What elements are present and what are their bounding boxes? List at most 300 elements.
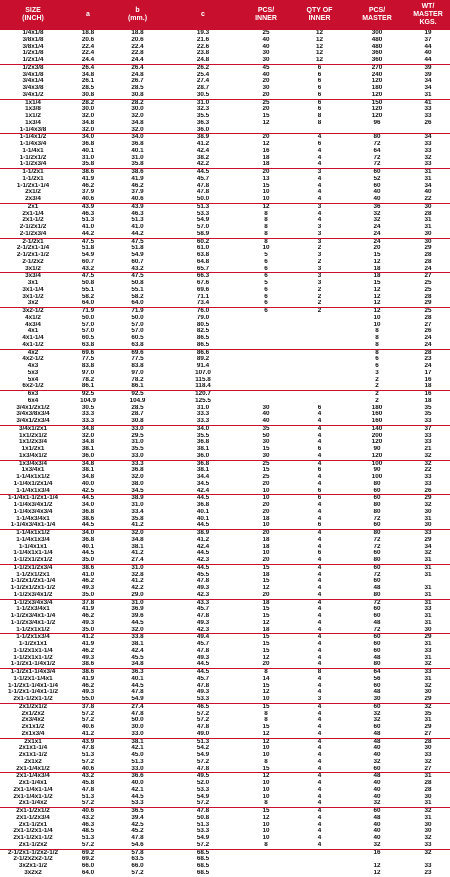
- table-row: [0, 850, 450, 857]
- cell-qty-inner: 2: [317, 258, 322, 265]
- cell-pcs-master: 80: [373, 557, 381, 563]
- cell-qty-inner: 4: [317, 452, 322, 459]
- cell-pcs-master: 72: [373, 515, 381, 522]
- cell-wt-master: 30: [424, 522, 432, 529]
- cell-wt-master: 33: [424, 161, 432, 168]
- cell-size: 4x1/2: [25, 314, 41, 321]
- table-row: [0, 676, 450, 683]
- cell-c: 34.4: [196, 474, 210, 480]
- cell-c: 34.5: [196, 480, 210, 487]
- table-row: [0, 822, 450, 829]
- cell-wt-master: 33: [424, 147, 432, 154]
- cell-size: 3x2x1-1/2: [18, 863, 48, 869]
- cell-qty-inner: 6: [317, 467, 322, 474]
- table-row: [0, 550, 450, 557]
- cell-size: 1-1/2x1: [22, 169, 44, 175]
- header-pcs-master: PCS/ MASTER: [362, 7, 392, 22]
- table-row: [0, 572, 450, 579]
- table-row: [0, 600, 450, 607]
- cell-qty-inner: [291, 377, 348, 384]
- cell-wt-master: 22: [424, 467, 432, 474]
- cell-c: 68.5: [196, 869, 210, 876]
- cell-pcs-master: 80: [373, 530, 381, 536]
- cell-b: 40.6: [131, 196, 144, 202]
- cell-size: 1-1/2x3/4: [19, 161, 47, 168]
- cell-a: 38.6: [81, 515, 95, 522]
- cell-a: 55.1: [81, 286, 95, 293]
- cell-c: 19.3: [196, 30, 210, 36]
- cell-b: 47.5: [131, 238, 144, 245]
- cell-pcs-inner: 8: [264, 224, 268, 230]
- cell-a: 20.6: [81, 36, 95, 43]
- cell-a: 43.9: [81, 203, 95, 210]
- cell-c: 52.0: [196, 780, 210, 786]
- cell-c: 51.3: [196, 203, 210, 210]
- cell-qty-inner: 6: [317, 495, 322, 502]
- cell-pcs-inner: 10: [262, 696, 270, 702]
- cell-size: 3/8x1/8: [22, 36, 44, 43]
- cell-pcs-inner: 25: [262, 460, 270, 467]
- cell-qty-inner: 4: [317, 418, 322, 424]
- table-row: [0, 696, 450, 703]
- cell-c: 36.8: [196, 502, 210, 508]
- cell-b: 28.7: [131, 411, 144, 418]
- cell-pcs-master: 270: [371, 64, 383, 71]
- cell-wt-master: 26: [424, 119, 432, 126]
- row-group: [0, 808, 450, 850]
- cell-b: 31.0: [131, 439, 144, 446]
- cell-b: 18.8: [131, 30, 144, 36]
- cell-wt-master: 33: [424, 530, 432, 536]
- cell-size: 2x1-1/2x2: [18, 841, 48, 848]
- cell-wt-master: 30: [424, 238, 432, 245]
- cell-b: 55.1: [131, 286, 144, 293]
- table-row: [0, 322, 450, 329]
- cell-c: 44.5: [196, 495, 210, 502]
- cell-size: 1-1/4x3/8: [19, 126, 47, 133]
- cell-b: 50.8: [131, 280, 144, 286]
- cell-b: 104.9: [129, 397, 146, 404]
- cell-wt-master: 44: [424, 43, 432, 50]
- cell-size: 2x1x1-1/2: [18, 752, 48, 758]
- cell-c: 47.8: [196, 578, 210, 585]
- cell-c: 23.8: [196, 50, 210, 57]
- cell-pcs-inner: 15: [262, 765, 270, 772]
- cell-a: 51.3: [81, 752, 95, 758]
- cell-wt-master: 31: [424, 591, 432, 598]
- cell-b: 43.9: [131, 203, 144, 210]
- cell-qty-inner: 4: [317, 758, 322, 765]
- table-row: [0, 44, 450, 51]
- table-row: [0, 294, 450, 301]
- cell-wt-master: 30: [424, 793, 432, 800]
- cell-b: 31.0: [131, 599, 144, 606]
- cell-a: 55.0: [81, 696, 95, 702]
- table-row: [0, 461, 450, 468]
- cell-size: 2x1/2x1/2: [18, 703, 47, 710]
- cell-qty-inner: [291, 863, 348, 870]
- cell-wt-master: 29: [424, 634, 432, 641]
- cell-qty-inner: 4: [317, 814, 322, 821]
- cell-c: 66.3: [196, 273, 210, 280]
- cell-pcs-inner: 10: [262, 189, 270, 196]
- header-qty-inner: QTY OF INNER: [306, 7, 333, 22]
- cell-pcs-inner: 12: [262, 730, 270, 737]
- table-row: [0, 474, 450, 481]
- cell-pcs-master: 200: [371, 432, 383, 439]
- cell-a: 37.8: [81, 703, 95, 710]
- cell-pcs-master: 64: [373, 669, 381, 675]
- table-row: [0, 592, 450, 599]
- cell-b: 33.4: [131, 508, 144, 515]
- cell-c: 57.2: [196, 800, 210, 807]
- cell-pcs-master: 48: [373, 585, 381, 591]
- cell-wt-master: 32: [424, 703, 432, 710]
- table-row: [0, 300, 450, 307]
- cell-qty-inner: 12: [315, 36, 323, 43]
- cell-pcs-master: 60: [373, 647, 381, 654]
- cell-qty-inner: 4: [317, 161, 322, 168]
- cell-size: 2x1/2x2: [21, 710, 45, 717]
- cell-qty-inner: [291, 856, 348, 863]
- table-row: [0, 613, 450, 620]
- table-row: [0, 356, 450, 363]
- cell-b: 42.4: [131, 647, 144, 654]
- cell-b: 27.4: [131, 557, 144, 563]
- cell-qty-inner: [291, 850, 348, 857]
- row-group: [0, 600, 450, 635]
- cell-wt-master: 33: [424, 863, 432, 869]
- cell-wt-master: 32: [424, 502, 432, 508]
- cell-c: 44.5: [196, 169, 210, 175]
- cell-size: 2x1-1/2x1: [18, 821, 48, 828]
- cell-qty-inner: 4: [317, 134, 322, 141]
- table-row: [0, 335, 450, 342]
- cell-pcs-inner: [241, 335, 291, 342]
- cell-qty-inner: 2: [317, 286, 322, 293]
- cell-b: 41.0: [131, 224, 144, 230]
- cell-c: 53.3: [196, 210, 210, 217]
- cell-b: 44.5: [131, 619, 144, 626]
- cell-size: 2-1/2x3/4: [19, 230, 47, 237]
- cell-b: 36.8: [131, 467, 144, 474]
- cell-wt-master: 28: [424, 349, 432, 356]
- cell-b: 60.7: [131, 258, 144, 265]
- cell-size: 1x3/4: [25, 119, 41, 126]
- cell-pcs-inner: 5: [264, 280, 268, 286]
- cell-qty-inner: 3: [317, 238, 322, 245]
- table-row: [0, 85, 450, 92]
- cell-pcs-master: 72: [373, 536, 381, 543]
- cell-wt-master: 25: [424, 280, 432, 286]
- table-row: [0, 252, 450, 259]
- cell-pcs-inner: 10: [262, 495, 270, 502]
- cell-wt-master: 30: [424, 689, 432, 696]
- table-row: [0, 661, 450, 668]
- cell-pcs-master: 40: [373, 189, 381, 196]
- cell-pcs-master: [348, 856, 406, 863]
- cell-pcs-inner: 15: [262, 682, 270, 689]
- cell-pcs-master: 32: [373, 758, 381, 765]
- cell-b: 27.4: [131, 703, 144, 710]
- cell-pcs-inner: 10: [262, 786, 270, 793]
- cell-size: 5x3: [27, 369, 39, 376]
- cell-a: 97.0: [81, 369, 95, 376]
- cell-qty-inner: 4: [317, 515, 322, 522]
- cell-wt-master: 28: [424, 780, 432, 786]
- cell-wt-master: 29: [424, 300, 432, 307]
- cell-b: 47.8: [131, 689, 144, 696]
- cell-qty-inner: 4: [317, 585, 322, 591]
- cell-a: 38.6: [81, 661, 95, 668]
- table-row: [0, 315, 450, 322]
- cell-qty-inner: 4: [317, 752, 322, 758]
- cell-pcs-master: [348, 127, 406, 134]
- cell-qty-inner: 3: [317, 169, 322, 175]
- cell-pcs-inner: 16: [262, 147, 270, 154]
- row-group: [0, 204, 450, 239]
- cell-pcs-master: 80: [373, 502, 381, 508]
- cell-c: 57.2: [196, 758, 210, 765]
- cell-qty-inner: 3: [317, 265, 322, 272]
- cell-pcs-inner: 6: [264, 265, 268, 272]
- cell-wt-master: 33: [424, 752, 432, 758]
- cell-a: 46.2: [81, 647, 95, 654]
- cell-b: 33.3: [131, 460, 144, 467]
- cell-a: 86.1: [81, 383, 95, 390]
- cell-pcs-inner: 8: [264, 800, 268, 807]
- cell-pcs-inner: 6: [264, 258, 268, 265]
- cell-qty-inner: 4: [317, 175, 322, 182]
- cell-a: 32.0: [81, 126, 95, 133]
- cell-c: 80.5: [196, 321, 210, 328]
- cell-pcs-master: 56: [373, 675, 381, 682]
- cell-size: 6x4: [27, 397, 39, 404]
- table-row: [0, 815, 450, 822]
- cell-pcs-master: 60: [373, 606, 381, 613]
- cell-size: 1-1/4x1x3/4: [16, 536, 50, 543]
- cell-wt-master: 35: [424, 404, 432, 411]
- cell-pcs-master: 48: [373, 814, 381, 821]
- cell-wt-master: 19: [424, 30, 432, 36]
- table-row: [0, 411, 450, 418]
- cell-qty-inner: 3: [317, 273, 322, 280]
- table-row: [0, 169, 450, 176]
- cell-wt-master: 33: [424, 841, 432, 848]
- cell-wt-master: 33: [424, 439, 432, 446]
- cell-wt-master: 25: [424, 308, 432, 314]
- cell-qty-inner: [291, 391, 348, 398]
- cell-size: 1x1/2x1/2: [18, 432, 47, 439]
- cell-pcs-master: 60: [373, 487, 381, 494]
- cell-pcs-inner: 20: [262, 502, 270, 508]
- cell-pcs-inner: 15: [262, 467, 270, 474]
- cell-qty-inner: 4: [317, 425, 322, 432]
- cell-c: 73.4: [196, 300, 210, 307]
- row-group: [0, 773, 450, 808]
- cell-pcs-master: 120: [371, 452, 383, 459]
- cell-qty-inner: 4: [317, 432, 322, 439]
- cell-pcs-master: 150: [371, 99, 383, 106]
- cell-c: 44.5: [196, 669, 210, 675]
- table-row: [0, 773, 450, 780]
- cell-a: 57.2: [81, 841, 95, 848]
- cell-pcs-inner: 8: [264, 841, 268, 848]
- cell-pcs-master: 120: [371, 439, 383, 446]
- cell-qty-inner: 4: [317, 578, 322, 585]
- cell-pcs-inner: [241, 377, 291, 384]
- cell-c: 44.5: [196, 661, 210, 668]
- cell-c: 40.1: [196, 515, 210, 522]
- cell-b: 45.5: [131, 654, 144, 661]
- cell-c: 63.8: [196, 252, 210, 258]
- cell-size: 1x3/4x3/4: [18, 460, 47, 467]
- cell-a: 32.0: [81, 113, 95, 119]
- cell-b: 47.5: [131, 273, 144, 280]
- cell-c: 25.4: [196, 71, 210, 78]
- cell-a: 35.8: [81, 161, 95, 168]
- cell-pcs-inner: 12: [262, 141, 270, 147]
- cell-a: 34.8: [81, 71, 95, 78]
- cell-pcs-master: 2: [375, 397, 379, 404]
- row-group: [0, 565, 450, 600]
- cell-size: 1-1/2x1/2: [19, 154, 47, 161]
- cell-qty-inner: 4: [317, 773, 322, 780]
- table-row: [0, 766, 450, 773]
- cell-c: 54.2: [196, 745, 210, 752]
- table-row: [0, 578, 450, 585]
- table-row: [0, 72, 450, 79]
- cell-pcs-master: 60: [373, 495, 381, 502]
- cell-pcs-inner: [241, 391, 291, 398]
- cell-a: 38.1: [81, 446, 95, 452]
- cell-pcs-master: 80: [373, 480, 381, 487]
- cell-pcs-inner: 30: [262, 57, 270, 63]
- fittings-table: [0, 30, 450, 877]
- cell-c: 24.8: [196, 57, 210, 63]
- cell-a: 77.5: [81, 356, 95, 363]
- cell-a: 50.0: [81, 314, 95, 321]
- cell-size: 4x1: [27, 328, 39, 335]
- table-row: [0, 620, 450, 627]
- cell-qty-inner: 4: [317, 821, 322, 828]
- table-row: [0, 224, 450, 231]
- cell-pcs-inner: 6: [264, 308, 268, 314]
- cell-size: 1-1/4x3/4x1/2: [13, 502, 53, 508]
- cell-c: 61.0: [196, 245, 210, 252]
- cell-size: 1-1/4x3/4x1-1/4: [10, 522, 56, 529]
- cell-pcs-master: 18: [373, 265, 381, 272]
- cell-c: 91.4: [196, 363, 210, 369]
- table-row: [0, 648, 450, 655]
- cell-b: 57.2: [131, 869, 144, 876]
- cell-a: 104.9: [80, 397, 96, 404]
- cell-a: 34.8: [81, 425, 95, 432]
- cell-pcs-master: 120: [371, 113, 383, 119]
- cell-qty-inner: 4: [317, 480, 322, 487]
- cell-wt-master: [406, 578, 450, 585]
- cell-c: 53.3: [196, 696, 210, 702]
- table-row: [0, 828, 450, 835]
- cell-pcs-master: 90: [373, 446, 381, 452]
- cell-wt-master: 18: [424, 397, 432, 404]
- cell-c: 42.3: [196, 591, 210, 598]
- cell-wt-master: 31: [424, 599, 432, 606]
- cell-wt-master: 28: [424, 252, 432, 258]
- cell-a: 46.3: [81, 210, 95, 217]
- cell-a: 38.6: [81, 564, 95, 571]
- cell-pcs-inner: 30: [262, 439, 270, 446]
- cell-a: 43.2: [81, 773, 95, 780]
- cell-size: 2x1: [27, 203, 39, 210]
- cell-size: 2x1-1/4x2: [18, 800, 48, 807]
- cell-pcs-master: 32: [373, 710, 381, 717]
- table-row: [0, 530, 450, 537]
- cell-qty-inner: [291, 370, 348, 377]
- cell-pcs-inner: 15: [262, 808, 270, 814]
- cell-b: 38.0: [131, 480, 144, 487]
- cell-c: 44.5: [196, 522, 210, 529]
- cell-pcs-master: 40: [373, 752, 381, 758]
- table-row: [0, 537, 450, 544]
- cell-wt-master: 31: [424, 564, 432, 571]
- cell-b: 57.0: [131, 328, 144, 335]
- cell-size: 1-1/4x1x1-1/4: [13, 550, 53, 557]
- table-row: [0, 800, 450, 807]
- cell-size: 2x1-1/4x1: [18, 780, 48, 786]
- row-group: [0, 391, 450, 426]
- cell-wt-master: 28: [424, 314, 432, 321]
- cell-pcs-master: 80: [373, 591, 381, 598]
- cell-size: 3/4x1/8: [22, 71, 44, 78]
- cell-b: 34.8: [131, 536, 144, 543]
- cell-b: 40.1: [131, 675, 144, 682]
- cell-size: 2-1/2x1: [22, 238, 44, 245]
- cell-wt-master: 24: [424, 341, 432, 348]
- cell-pcs-master: 60: [373, 703, 381, 710]
- table-row: [0, 481, 450, 488]
- cell-wt-master: 31: [424, 619, 432, 626]
- cell-size: 1-1/2x3/4x1: [16, 606, 50, 613]
- table-row: [0, 155, 450, 162]
- cell-b: 31.0: [131, 154, 144, 161]
- cell-size: 1/2x3/8: [22, 64, 44, 71]
- cell-a: 34.0: [81, 530, 95, 536]
- cell-a: 41.9: [81, 175, 95, 182]
- cell-qty-inner: 4: [317, 626, 322, 633]
- cell-c: 57.0: [196, 224, 210, 230]
- cell-wt-master: 31: [424, 613, 432, 619]
- cell-size: 3x1-1/4: [22, 286, 44, 293]
- cell-wt-master: 24: [424, 335, 432, 341]
- cell-pcs-master: 12: [373, 258, 381, 265]
- table-row: [0, 557, 450, 564]
- cell-qty-inner: 8: [317, 119, 322, 126]
- cell-a: 43.2: [81, 265, 95, 272]
- cell-pcs-inner: 20: [262, 661, 270, 668]
- cell-c: 38.1: [196, 467, 210, 474]
- cell-c: 57.2: [196, 717, 210, 724]
- cell-pcs-master: 96: [373, 119, 381, 126]
- cell-c: 68.5: [196, 849, 210, 856]
- cell-pcs-inner: [241, 856, 291, 863]
- cell-qty-inner: 4: [317, 765, 322, 772]
- cell-c: 41.2: [196, 141, 210, 147]
- cell-size: 1-1/2x1/2x1-1/2: [10, 585, 56, 591]
- cell-b: 38.1: [131, 641, 144, 647]
- cell-wt-master: 31: [424, 169, 432, 175]
- cell-c: 53.3: [196, 828, 210, 835]
